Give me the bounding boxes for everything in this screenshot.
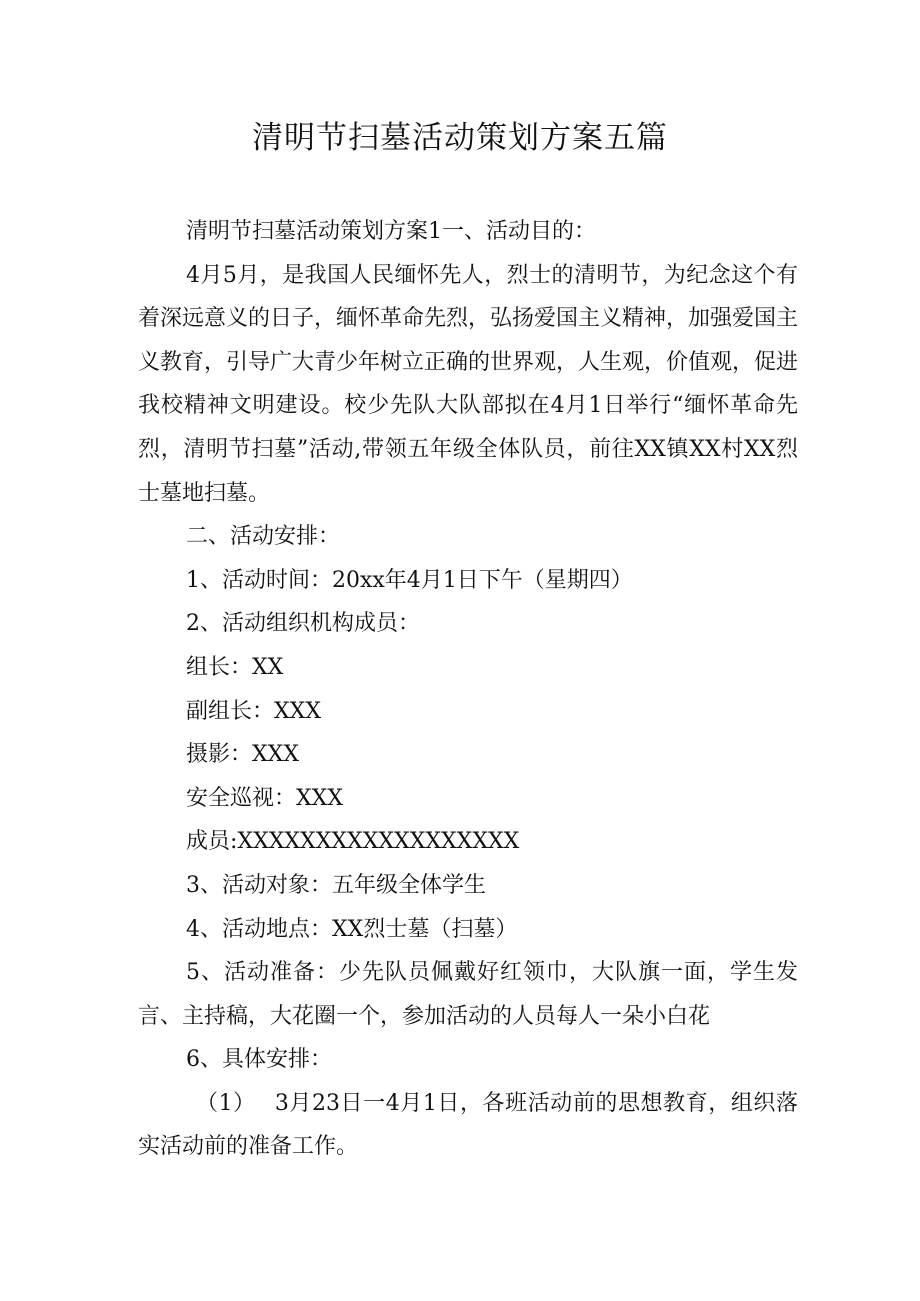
- paragraph-time: 1、活动时间：20xx年4月1日下午（星期四）: [186, 567, 633, 593]
- document-body: [138, 210, 798, 1169]
- paragraph-organization: 2、活动组织机构成员：: [186, 611, 420, 637]
- paragraph-location: 4、活动地点：XX烈士墓（扫墓）: [186, 916, 518, 942]
- paragraph-leader: 组长：XX: [186, 654, 284, 680]
- paragraph-preparation: 5、活动准备：少先队员佩戴好红领巾，大队旗一面，学生发言、主持稿，大花圈一个，参加活动的人员每人一朵小白花: [138, 960, 798, 1029]
- paragraph-participants: 3、活动对象：五年级全体学生: [186, 872, 486, 898]
- paragraph-deputy-leader: 副组长：XXX: [186, 698, 321, 724]
- paragraph-photography: 摄影：XXX: [186, 742, 299, 768]
- paragraph-safety-patrol: 安全巡视：XXX: [186, 785, 343, 811]
- paragraph-members: 成员:XXXXXXXXXXXXXXXXXX: [186, 829, 520, 855]
- paragraph-purpose: 4月5月，是我国人民缅怀先人，烈士的清明节，为纪念这个有着深远意义的日子，缅怀革命先烈，弘扬爱国主义精神，加强爱国主义教育，引导广大青少年树立正确的世界观，人生观，价值观，促进我校精神文明建设。校少先队大队部拟在4月1日举行“缅怀革命先烈，清明节扫墓”活动,带领五年级全体队员，前往XX镇XX村XX烈士墓地扫墓。: [138, 262, 799, 506]
- paragraph-intro: 清明节扫墓活动策划方案1一、活动目的：: [186, 219, 596, 244]
- paragraph-schedule-item-1: （1） 3月23日一4月1日，各班活动前的思想教育，组织落实活动前的准备工作。: [138, 1090, 798, 1160]
- document-title: 清明节扫墓活动策划方案五篇: [252, 120, 668, 156]
- paragraph-arrangement-heading: 二、活动安排：: [186, 524, 341, 550]
- paragraph-schedule-heading: 6、具体安排：: [186, 1047, 332, 1073]
